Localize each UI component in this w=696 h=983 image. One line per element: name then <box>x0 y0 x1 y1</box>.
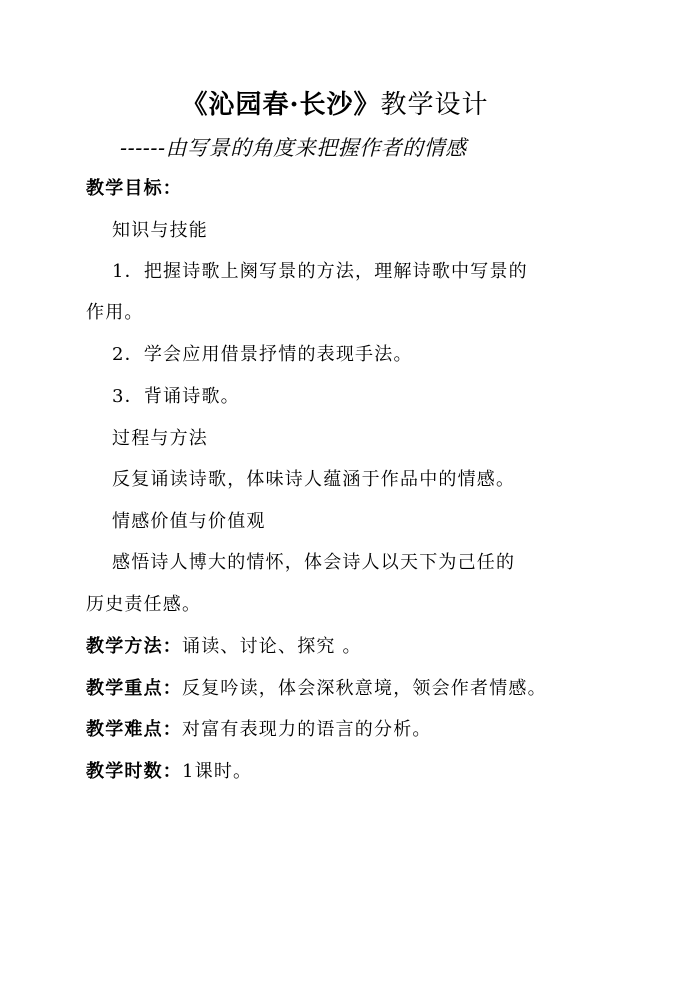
objective-item-1-line-1: 1．把握诗歌上阕写景的方法，理解诗歌中写景的 <box>112 261 528 282</box>
teaching-method-label: 教学方法： <box>86 636 182 657</box>
objective-item-2: 2．学会应用借景抒情的表现手法。 <box>112 344 413 365</box>
teaching-hours-value: 1课时。 <box>182 761 253 782</box>
teaching-method <box>86 634 362 660</box>
teaching-focus-value: 反复吟读，体会深秋意境，领会作者情感。 <box>182 678 547 699</box>
teaching-method-value: 诵读、讨论、探究 。 <box>182 636 362 657</box>
title-suffix: 教学设计 <box>380 90 489 120</box>
objective-item-3: 3．背诵诗歌。 <box>112 386 240 407</box>
values-text-line-1: 感悟诗人博大的情怀，体会诗人以天下为己任的 <box>112 552 516 573</box>
document-subtitle: ------由写景的角度来把握作者的情感 <box>120 136 467 160</box>
process-methods-heading: 过程与方法 <box>112 428 208 449</box>
title-poem-name: 《沁园春·长沙》 <box>181 90 381 120</box>
teaching-hours-label: 教学时数： <box>86 761 182 782</box>
teaching-focus-label: 教学重点： <box>86 678 182 699</box>
knowledge-skills-heading: 知识与技能 <box>112 220 208 241</box>
objectives-heading: 教学目标： <box>86 178 182 199</box>
teaching-focus <box>86 676 547 702</box>
values-text-line-2: 历史责任感。 <box>86 594 202 615</box>
teaching-difficulty-label: 教学难点： <box>86 719 182 740</box>
teaching-difficulty-value: 对富有表现力的语言的分析。 <box>182 719 432 740</box>
document-title <box>0 88 670 122</box>
teaching-hours <box>86 759 252 785</box>
values-heading: 情感价值与价值观 <box>112 511 266 532</box>
process-methods-text: 反复诵读诗歌，体味诗人蕴涵于作品中的情感。 <box>112 469 516 490</box>
objective-item-1-line-2: 作用。 <box>86 302 144 323</box>
teaching-difficulty <box>86 717 432 743</box>
